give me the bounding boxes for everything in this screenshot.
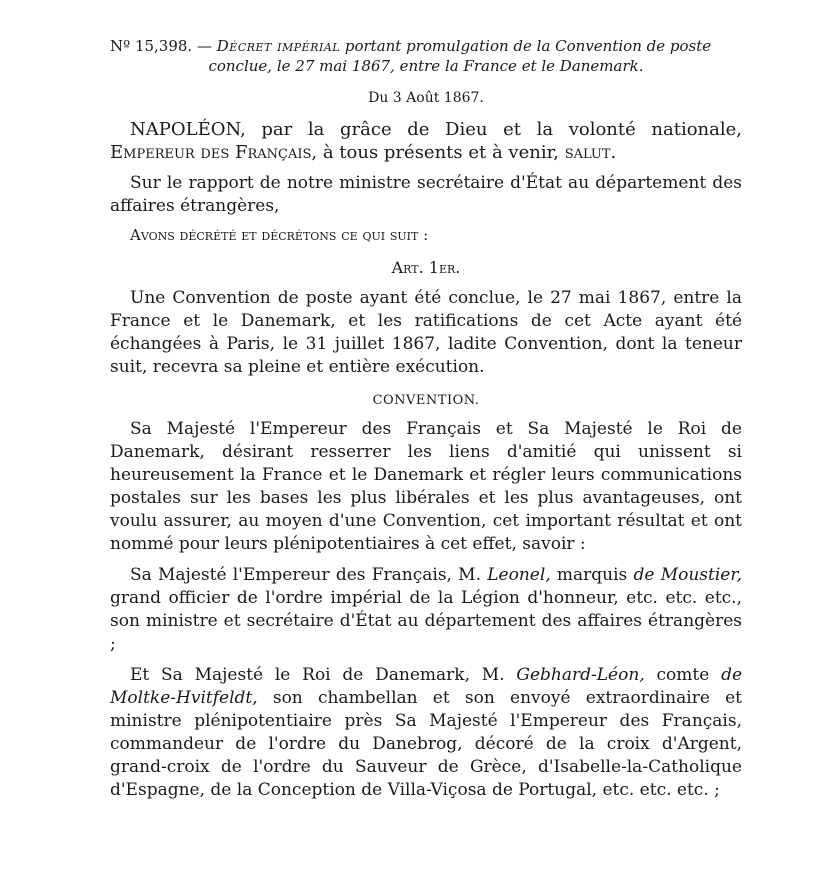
article-1-text: Une Convention de poste ayant été conclue, le 27 mai 1867, entre la France et le Danemark, et les ratifications de cet Acte ayant été échangées à Paris, le 31 juillet 1867, ladite Convention, dont la teneur suit, recevra sa pleine et entière exécution.	[110, 288, 742, 377]
pleni-1-intro: Sa Majesté l'Empereur des Français, M.	[130, 565, 481, 585]
preamble-text-c: , à tous présents et à venir,	[311, 142, 559, 163]
decree-number: Nº 15,398.	[110, 37, 193, 55]
pleni-1-details: grand officier de l'ordre impérial de la Légion d'honneur, etc. etc. etc., son ministre et secrétaire d'État au département des affaires étrangères ;	[110, 588, 742, 654]
preamble-paragraph-2: Sur le rapport de notre ministre secrétaire d'État au département des affaires étrangères,	[110, 173, 742, 216]
convention-paragraph: Sa Majesté l'Empereur des Français et Sa Majesté le Roi de Danemark, désirant resserrer les liens d'amitié qui unissent si heureusement la France et le Danemark et régler leurs communications postales sur les bases les plus libérales et les plus avantageuses, ont voulu assurer, au moyen d'une Convention, cet important résultat et ont nommé pour leurs plénipotentiaires à cet effet, savoir :	[110, 419, 742, 554]
title-text-2: conclue, le 27 mai 1867, entre la France et le Danemark.	[208, 57, 644, 75]
decree-title	[110, 36, 742, 56]
title-decree-label: Décret impérial	[216, 37, 341, 55]
preamble-paragraph-1	[110, 118, 742, 164]
pleni-1-rank: marquis	[556, 565, 628, 585]
preamble-text-a: NAPOLÉON, par la grâce de Dieu et la volonté nationale,	[130, 119, 742, 140]
pleni-2-intro: Et Sa Majesté le Roi de Danemark, M.	[130, 665, 505, 685]
document-page	[110, 36, 742, 810]
plenipotentiary-denmark	[110, 664, 742, 802]
article-heading: Art. 1er.	[391, 258, 461, 277]
preamble-emperor: Empereur des Français	[110, 142, 312, 163]
convention-heading: CONVENTION.	[372, 393, 480, 408]
decree-title-line-2	[110, 56, 742, 76]
title-dash: —	[196, 37, 212, 55]
decree-date: Du 3 Août 1867.	[368, 90, 484, 106]
plenipotentiary-france	[110, 564, 742, 656]
pleni-1-title: de Moustier,	[633, 565, 742, 585]
decree-formula: Avons décrété et décrétons ce qui suit :	[130, 226, 429, 244]
pleni-2-details: son chambellan et son envoyé extraordinaire et ministre plénipotentiaire près Sa Majesté l'Empereur des Français, commandeur de l'ordre du Danebrog, décoré de la croix d'Argent, grand-croix de l'ordre du Sauveur de Grèce, d'Isabelle-la-Catholique d'Espagne, de la Conception de Villa-Viçosa de Portugal, etc. etc. etc. ;	[110, 688, 742, 800]
pleni-2-rank: comte	[656, 665, 710, 685]
pleni-2-name: Gebhard-Léon,	[516, 665, 645, 685]
preamble-salut: salut.	[564, 142, 617, 163]
title-text-1: portant promulgation de la Convention de poste	[344, 37, 712, 55]
pleni-2-title: de Moltke-Hvitfeldt,	[110, 665, 743, 708]
pleni-1-name: Leonel,	[487, 565, 551, 585]
